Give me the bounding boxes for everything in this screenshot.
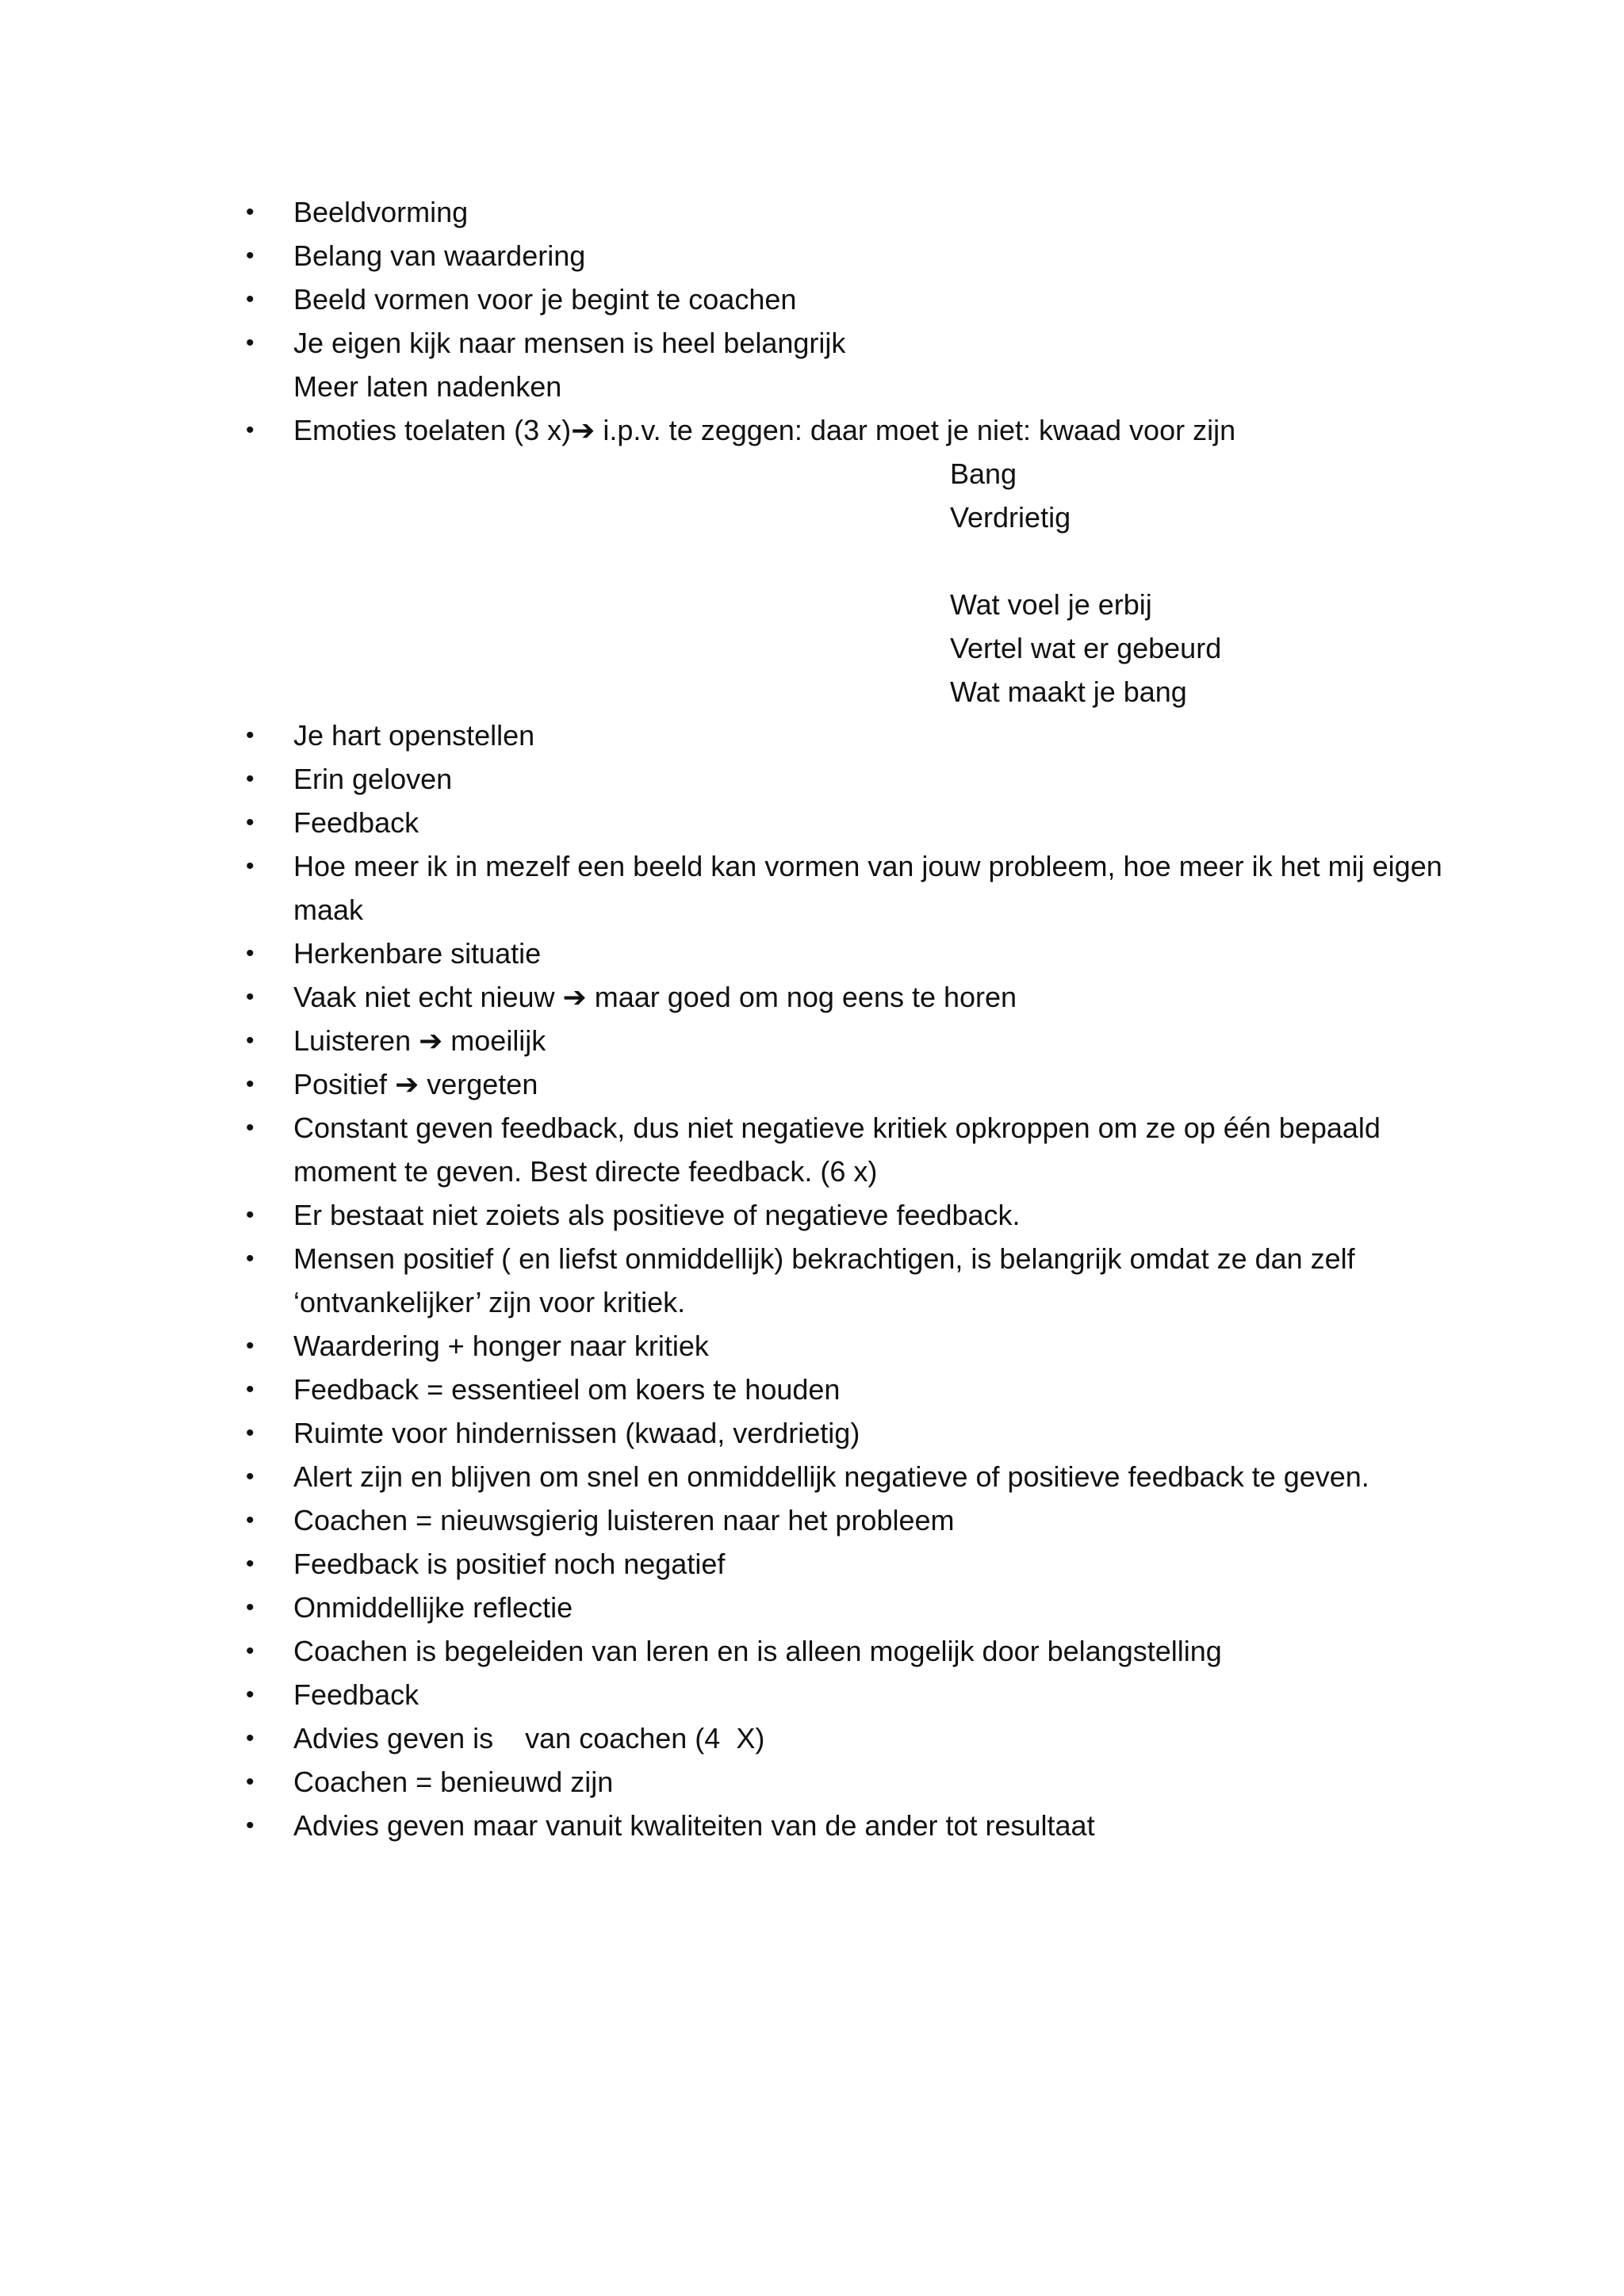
- list-item: [238, 1368, 1443, 1411]
- item-text-before-arrow: Vaak niet echt nieuw: [293, 981, 563, 1013]
- arrow-right-icon: ➔: [395, 1068, 419, 1100]
- list-item: [238, 1804, 1443, 1847]
- list-item: [238, 1062, 1443, 1106]
- question-line: Wat maakt je bang: [950, 675, 1187, 708]
- item-text: [293, 975, 1443, 1019]
- bullet-icon: •: [246, 1551, 255, 1577]
- item-text-line-1: Constant geven feedback, dus niet negatieve kritiek opkroppen om ze op één bepaald: [293, 1112, 1381, 1144]
- list-item: [238, 975, 1443, 1019]
- bullet-icon: •: [246, 1682, 255, 1708]
- item-text-line-2: maak: [293, 894, 364, 926]
- item-text: Belang van waardering: [293, 239, 586, 272]
- bullet-icon: •: [246, 1027, 255, 1054]
- bullet-icon: •: [246, 199, 255, 225]
- list-item: [238, 190, 1443, 234]
- item-text: Ruimte voor hindernissen (kwaad, verdrietig): [293, 1417, 860, 1449]
- item-text: [293, 408, 1443, 452]
- emotion-line: Bang: [950, 457, 1017, 490]
- item-text: Feedback: [293, 806, 419, 839]
- list-item: [238, 801, 1443, 844]
- item-text: [293, 1062, 1443, 1106]
- bullet-icon: •: [246, 853, 255, 879]
- bullet-icon: •: [246, 243, 255, 269]
- bullet-icon: •: [246, 1202, 255, 1228]
- block-spacer: [950, 539, 1443, 583]
- bullet-icon: •: [246, 1420, 255, 1446]
- bullet-icon: •: [246, 984, 255, 1010]
- item-text-after-arrow: vergeten: [419, 1068, 538, 1100]
- list-item: [238, 1673, 1443, 1716]
- bullet-icon: •: [246, 1333, 255, 1359]
- item-text-line-1: Mensen positief ( en liefst onmiddellijk) bekrachtigen, is belangrijk omdat ze dan zelf: [293, 1242, 1355, 1275]
- list-item: [238, 1716, 1443, 1760]
- bullet-icon: •: [246, 417, 255, 443]
- item-text: Waardering + honger naar kritiek: [293, 1330, 709, 1362]
- list-item: [238, 1455, 1443, 1498]
- bullet-icon: •: [246, 1507, 255, 1533]
- list-item: [238, 844, 1443, 932]
- item-text-after-arrow: i.p.v. te zeggen: daar moet je niet: kwaad voor zijn: [595, 414, 1236, 446]
- item-text: Coachen = nieuwsgierig luisteren naar het probleem: [293, 1504, 955, 1536]
- emotions-block: [238, 452, 1443, 714]
- item-text: Beeld vormen voor je begint te coachen: [293, 283, 797, 316]
- item-text: Erin geloven: [293, 763, 453, 795]
- list-item: [238, 1629, 1443, 1673]
- bullet-icon: •: [246, 722, 255, 748]
- item-text: Feedback = essentieel om koers te houden: [293, 1373, 841, 1406]
- arrow-right-icon: ➔: [419, 1024, 443, 1057]
- item-text: Je eigen kijk naar mensen is heel belangrijk: [293, 327, 846, 359]
- list-item: [238, 932, 1443, 975]
- question-line: Wat voel je erbij: [950, 588, 1152, 621]
- item-text: Je hart openstellen: [293, 719, 535, 752]
- list-item: [238, 277, 1443, 321]
- list-item: [238, 1411, 1443, 1455]
- arrow-right-icon: ➔: [562, 981, 587, 1013]
- list-item: [238, 1586, 1443, 1629]
- item-text: Onmiddellijke reflectie: [293, 1591, 573, 1624]
- bullet-icon: •: [246, 1769, 255, 1795]
- list-item: [238, 757, 1443, 801]
- bullet-icon: •: [246, 1115, 255, 1141]
- item-text: Feedback: [293, 1678, 419, 1711]
- list-item: [238, 1106, 1443, 1193]
- list-item: [238, 408, 1443, 452]
- item-text: Beeldvorming: [293, 196, 469, 228]
- item-text-line-1: Hoe meer ik in mezelf een beeld kan vormen van jouw probleem, hoe meer ik het mij eigen: [293, 850, 1442, 882]
- list-item: [238, 1498, 1443, 1542]
- item-text-after-arrow: moeilijk: [442, 1024, 546, 1057]
- item-text-before-arrow: Luisteren: [293, 1024, 419, 1057]
- bullet-icon: •: [246, 1071, 255, 1097]
- item-text: Alert zijn en blijven om snel en onmiddellijk negatieve of positieve feedback te geven.: [293, 1460, 1369, 1493]
- list-item: [238, 1237, 1443, 1324]
- item-text: Advies geven maar vanuit kwaliteiten van de ander tot resultaat: [293, 1809, 1095, 1842]
- list-item: [238, 1542, 1443, 1586]
- item-text: [293, 1019, 1443, 1062]
- bullet-icon: •: [246, 1246, 255, 1272]
- bullet-icon: •: [246, 809, 255, 836]
- item-text-line-2: ‘ontvankelijker’ zijn voor kritiek.: [293, 1286, 686, 1318]
- bullet-icon: •: [246, 1376, 255, 1402]
- item-text: Er bestaat niet zoiets als positieve of negatieve feedback.: [293, 1199, 1021, 1231]
- item-text: Feedback is positief noch negatief: [293, 1548, 726, 1580]
- bullet-icon: •: [246, 330, 255, 356]
- item-text: Coachen = benieuwd zijn: [293, 1766, 614, 1798]
- list-item: [238, 321, 1443, 408]
- item-text-before-arrow: Positief: [293, 1068, 396, 1100]
- item-text: Herkenbare situatie: [293, 937, 542, 970]
- bullet-icon: •: [246, 766, 255, 792]
- bullet-icon: •: [246, 1638, 255, 1664]
- list-item: [238, 1019, 1443, 1062]
- arrow-right-icon: ➔: [571, 414, 596, 446]
- item-text-line-2: moment te geven. Best directe feedback. (6 x): [293, 1155, 878, 1188]
- item-text: Advies geven is van coachen (4 X): [293, 1722, 765, 1755]
- question-line: Vertel wat er gebeurd: [950, 632, 1222, 664]
- bullet-icon: •: [246, 1725, 255, 1751]
- bullet-icon: •: [246, 940, 255, 966]
- bullet-icon: •: [246, 1594, 255, 1621]
- item-text-before-arrow: Emoties toelaten (3 x): [293, 414, 572, 446]
- bullet-icon: •: [246, 1464, 255, 1490]
- notes-bullet-list: [238, 190, 1443, 1847]
- list-item: [238, 234, 1443, 277]
- list-item: [238, 1324, 1443, 1368]
- item-text: Coachen is begeleiden van leren en is alleen mogelijk door belangstelling: [293, 1635, 1222, 1667]
- item-continuation: Meer laten nadenken: [293, 370, 562, 403]
- list-item: [238, 1760, 1443, 1804]
- list-item: [238, 1193, 1443, 1237]
- bullet-icon: •: [246, 1812, 255, 1839]
- item-text-after-arrow: maar goed om nog eens te horen: [586, 981, 1017, 1013]
- list-item: [238, 714, 1443, 757]
- emotion-line: Verdrietig: [950, 501, 1071, 534]
- bullet-icon: •: [246, 286, 255, 312]
